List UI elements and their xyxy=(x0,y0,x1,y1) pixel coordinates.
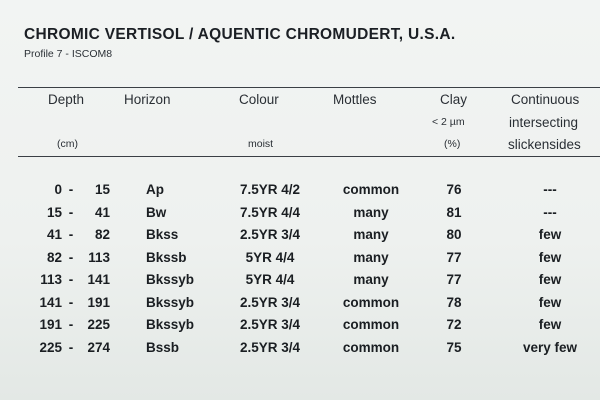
header-clay-sub: < 2 µm xyxy=(432,116,465,128)
header-slickensides-1: Continuous xyxy=(511,92,580,107)
depth-to-cell: 15 xyxy=(94,182,110,197)
clay-cell: 72 xyxy=(446,317,462,332)
header-colour-sub: moist xyxy=(248,138,274,150)
header-horizon: Horizon xyxy=(124,92,171,107)
slickensides-cell: few xyxy=(538,317,562,332)
clay-cell: 77 xyxy=(446,272,462,287)
depth-separator: - xyxy=(68,317,74,332)
slickensides-cell: few xyxy=(538,227,562,242)
mottles-cell: many xyxy=(353,204,389,220)
depth-from-cell: 113 xyxy=(40,272,62,287)
depth-to-cell: 225 xyxy=(87,317,110,332)
mottles-cell: many xyxy=(353,249,389,265)
slickensides-cell: few xyxy=(538,294,562,310)
depth-separator: - xyxy=(68,294,74,310)
depth-separator: - xyxy=(68,272,74,287)
colour-cell: 5YR 4/4 xyxy=(245,249,295,265)
header-rule-bottom xyxy=(18,156,600,157)
mottles-cell: many xyxy=(353,272,389,287)
depth-from-cell: 191 xyxy=(39,317,62,332)
horizon-cell: Bssb xyxy=(146,339,180,355)
depth-from-cell: 0 xyxy=(54,182,62,197)
depth-separator: - xyxy=(68,182,74,197)
depth-from-cell: 82 xyxy=(46,249,62,265)
header-clay: Clay xyxy=(440,92,468,107)
header-colour: Colour xyxy=(239,92,279,107)
depth-separator: - xyxy=(68,339,74,355)
horizon-cell: Bkssyb xyxy=(146,294,195,310)
clay-cell: 75 xyxy=(446,339,462,355)
depth-to-cell: 41 xyxy=(94,204,110,220)
clay-cell: 77 xyxy=(446,249,462,265)
header-mottles: Mottles xyxy=(333,92,377,107)
horizon-cell: Bkss xyxy=(146,227,179,242)
header-depth: Depth xyxy=(48,92,85,107)
page-title: CHROMIC VERTISOL / AQUENTIC CHROMUDERT, U.S.A. xyxy=(24,26,456,43)
horizon-cell: Bkssyb xyxy=(146,317,195,332)
horizon-cell: Bkssyb xyxy=(146,272,195,287)
colour-cell: 2.5YR 3/4 xyxy=(239,227,301,242)
depth-separator: - xyxy=(68,204,74,220)
header-rule-top xyxy=(18,87,600,88)
mottles-cell: common xyxy=(342,317,400,332)
depth-from-cell: 141 xyxy=(39,294,62,310)
slickensides-cell: --- xyxy=(543,182,557,197)
slickensides-cell: --- xyxy=(543,204,557,220)
colour-cell: 2.5YR 3/4 xyxy=(239,317,301,332)
clay-cell: 81 xyxy=(446,204,462,220)
mottles-cell: common xyxy=(342,182,400,197)
depth-to-cell: 113 xyxy=(88,249,110,265)
colour-cell: 7.5YR 4/2 xyxy=(239,182,301,197)
clay-cell: 76 xyxy=(446,182,462,197)
colour-cell: 2.5YR 3/4 xyxy=(239,339,301,355)
depth-from-cell: 15 xyxy=(46,204,62,220)
depth-to-cell: 82 xyxy=(94,227,110,242)
colour-cell: 2.5YR 3/4 xyxy=(239,294,301,310)
clay-cell: 78 xyxy=(446,294,462,310)
depth-from-cell: 41 xyxy=(46,227,62,242)
depth-from-cell: 225 xyxy=(39,339,62,355)
clay-cell: 80 xyxy=(446,227,462,242)
horizon-cell: Bkssb xyxy=(146,249,187,265)
slickensides-cell: few xyxy=(538,272,562,287)
mottles-cell: common xyxy=(342,294,400,310)
depth-to-cell: 274 xyxy=(87,339,110,355)
slickensides-cell: very few xyxy=(522,339,578,355)
depth-to-cell: 141 xyxy=(87,272,110,287)
colour-cell: 5YR 4/4 xyxy=(245,272,295,287)
slickensides-cell: few xyxy=(538,249,562,265)
header-slickensides-2: intersecting xyxy=(509,115,579,130)
mottles-cell: many xyxy=(353,227,389,242)
header-depth-unit: (cm) xyxy=(57,138,78,150)
header-slickensides-3: slickensides xyxy=(508,137,581,152)
mottles-cell: common xyxy=(342,339,400,355)
header-clay-unit: (%) xyxy=(444,138,461,150)
colour-cell: 7.5YR 4/4 xyxy=(239,204,301,220)
profile-subtitle: Profile 7 - ISCOM8 xyxy=(24,48,113,60)
horizon-cell: Bw xyxy=(146,204,167,220)
depth-to-cell: 191 xyxy=(87,294,110,310)
depth-separator: - xyxy=(68,227,74,242)
depth-separator: - xyxy=(68,249,74,265)
horizon-cell: Ap xyxy=(146,182,164,197)
